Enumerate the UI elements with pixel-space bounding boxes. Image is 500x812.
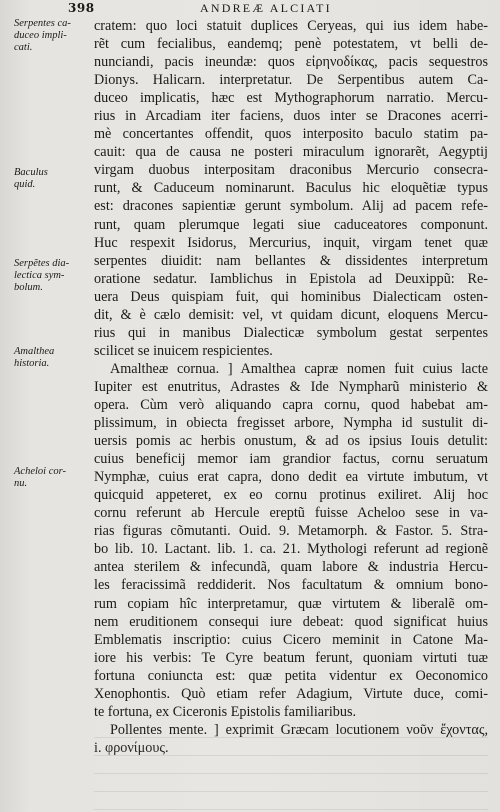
margin-note-text: Amalthea historia. <box>14 346 55 369</box>
text-line: cornu referunt ab Hercule ereptũ fuisse Acheloo sese in va- <box>94 505 488 522</box>
text-line: bo lib. 10. Lactant. lib. 1. ca. 21. Mythologi referunt ad regionẽ <box>94 541 488 558</box>
running-head-title: ANDREÆ ALCIATI <box>200 1 332 15</box>
text-line: duceo implicatis, hæc est Mythographorum narratio. Mercu- <box>94 90 488 107</box>
text-line: rias figuras cõmutanti. Ouid. 9. Metamorph. & Fastor. 5. Stra- <box>94 523 488 540</box>
margin-note-text: Serpentes ca- duceo impli- cati. <box>14 18 71 53</box>
text-line: oratione sedatur. Iamblichus in Epistola ad Deuxippũ: Re- <box>94 270 488 287</box>
text-line: serpentes diuidit: nam bellantes & dissidentes interpretum <box>94 252 488 269</box>
text-line: Xenophontis. Quò etiam refer Adagium, Virtute duce, comi- <box>94 685 488 702</box>
text-line: fortuna coniuncta est: quæ petita videntur ex Oeconomico <box>94 667 488 684</box>
text-line: Iupiter est enutritus, Adrastes & Ide Nympharũ ministerio & <box>94 378 488 395</box>
margin-note-text: Serpẽtes dia- lectica sym- bolum. <box>14 258 70 293</box>
text-line: mè concertantes offendit, quos interposito baculo statim pa- <box>94 126 488 143</box>
text-line: opera. Cùm verò aliquando capra cornu, quod habebat am- <box>94 396 488 413</box>
margin-note-baculus <box>14 167 86 191</box>
text-line: rius in Arcadiam iter faciens, duos inter se Dracones acerri- <box>94 108 488 125</box>
margin-note-acheloi <box>14 466 86 490</box>
text-line: Emblematis inscriptio: cuius Cicero meminit in Catone Ma- <box>94 631 488 648</box>
text-line: Dionys. Halicarn. interpretatur. De Serpentibus autem Ca- <box>94 72 488 89</box>
text-line: te fortuna, ex Ciceronis Epistolis familiaribus. <box>94 703 357 720</box>
text-line: Amaltheæ cornua. ] Amalthea capræ nomen fuit cuius lacte <box>110 360 488 377</box>
text-line: runt, & Caduceum nominarunt. Baculus hic eloquẽtiæ typus <box>94 180 488 197</box>
text-line: scilicet se inuicem respicientes. <box>94 342 273 359</box>
text-line: cuius beneficij memor iam grandior factus, cornu seruatum <box>94 451 488 468</box>
text-line: nem eruditionem consequi iure debeat: quod significat huius <box>94 613 488 630</box>
margin-note-amalthea <box>14 346 86 370</box>
margin-note-serpentes-dialectica <box>14 258 86 294</box>
text-line: iore his verbis: Te Cyre beatum ferunt, quoniam virtuti tuæ <box>94 649 488 666</box>
text-line: uersis pomis ac herbis onustum, & ad os ipsius Iouis detulit: <box>94 433 488 450</box>
text-line: uera Deus quispiam fuit, qui hominibus Dialecticam osten- <box>94 288 488 305</box>
text-line: rẽt cum fecialibus, eandemq; penè potestatem, vt belli de- <box>94 36 488 53</box>
page-number: 398 <box>68 1 95 15</box>
text-line: les feracissimã reddiderit. Nos facultatum & omnium bono- <box>94 577 488 594</box>
text-line: rum copiam hîc interpretamur, quæ virtutem & liberalẽ om- <box>94 595 488 612</box>
body-text <box>94 17 488 757</box>
text-line: Nymphæ, cuius erat capra, dono dedit ea virtute imbutum, vt <box>94 469 488 486</box>
text-line: antea sterilem & infecundã, quam labore & industria Hercu- <box>94 559 488 576</box>
text-line: cratem: quo loci statuit duplices Ceryeas, qui ius idem habe- <box>94 18 488 34</box>
text-line: i. φρονίμους. <box>94 739 169 756</box>
running-head <box>0 0 500 14</box>
text-line: quicquid appeteret, ex eo cornu protinus exiliret. Alij hoc <box>94 487 488 504</box>
show-through-shadow <box>94 737 488 812</box>
text-line: plissimum, in obiecta fregisset arbore, Nympha id sustulit di- <box>94 415 488 432</box>
text-line: rius qui in manibus Dialecticæ symbolum gestat serpentes <box>94 324 488 341</box>
text-line: Pollentes mente. ] exprimit Græcam locutionem νοῦν ἔχοντας, <box>110 721 488 738</box>
text-line: cauit: qua de causa ne posteri miraculum ignorarẽt, Aegyptij <box>94 144 488 161</box>
text-line: runt, quam plerumque legati siue caduceatores componunt. <box>94 216 488 233</box>
text-line: Huc respexit Isidorus, Mercurius, inquit, virgam tenet quæ <box>94 234 488 251</box>
margin-note-text: Acheloi cor- nu. <box>14 466 66 489</box>
text-line: nunciandi, pacis ineundæ: quos εἰρηνοδίκας, pacis sequestros <box>94 54 488 71</box>
margin-note-serpentes-caduceo <box>14 18 86 54</box>
margin-note-text: Baculus quid. <box>14 167 48 190</box>
text-line: est: dracones sapientiæ gerunt symbolum. Alij ad pacem refe- <box>94 198 488 215</box>
text-line: dit, & è cælo demisit: vel, vt quidam dicunt, eloquens Mercu- <box>94 306 488 323</box>
text-line: virgam duobus interpositam draconibus Mercurio consecra- <box>94 162 488 179</box>
